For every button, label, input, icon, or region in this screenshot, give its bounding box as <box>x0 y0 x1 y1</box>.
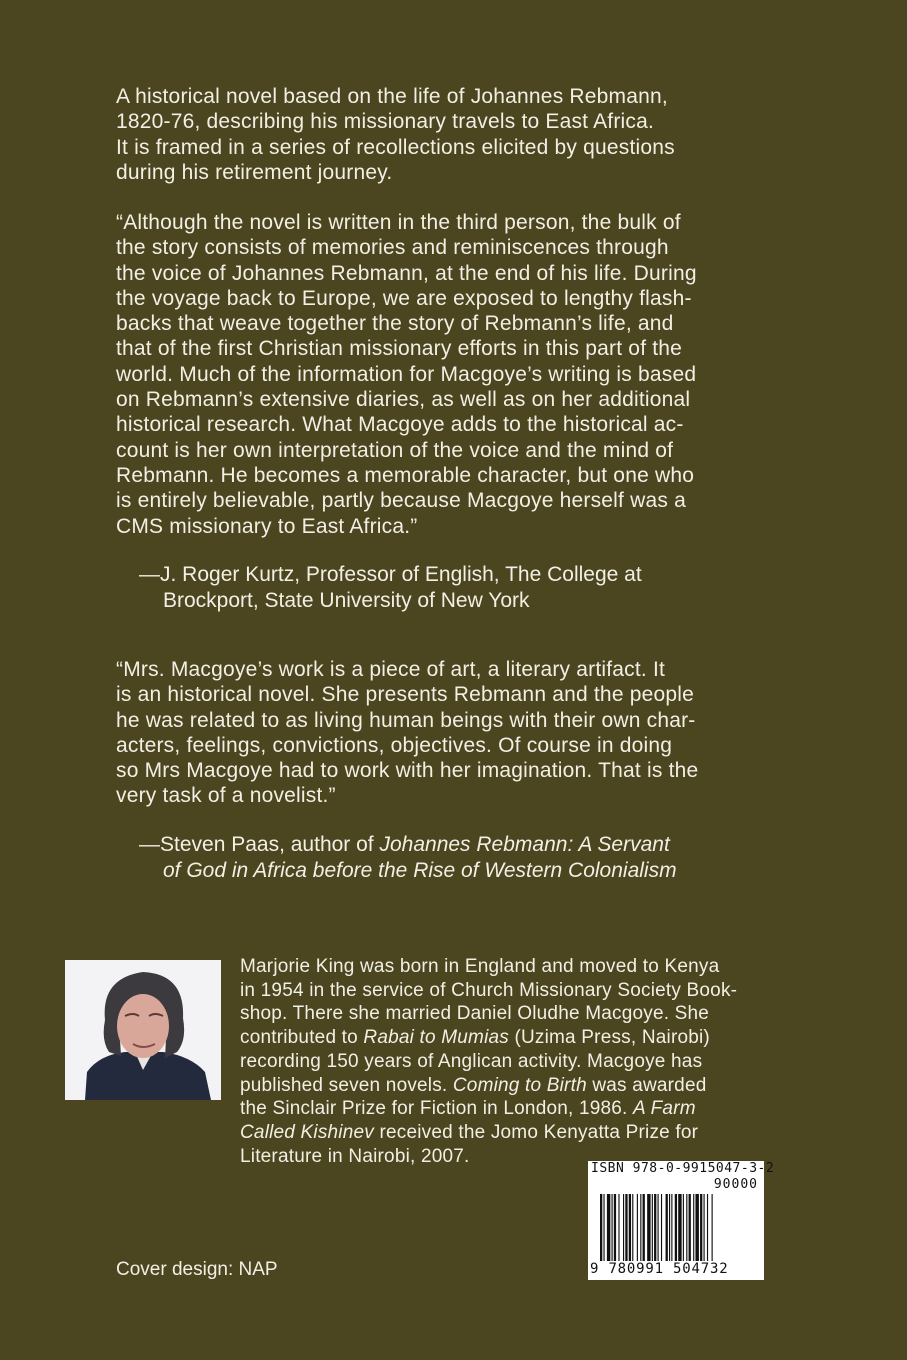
barcode-bar <box>614 1194 616 1264</box>
intro-line: It is framed in a series of recollections elicited by questions <box>116 135 675 159</box>
barcode-bar <box>707 1194 708 1264</box>
bio-text: received the Jomo Kenyatta Prize for <box>373 1121 699 1143</box>
barcode-bar <box>637 1194 638 1264</box>
quote-line: world. Much of the information for Macgoye’s writing is based <box>116 362 697 386</box>
author-portrait-image <box>65 960 221 1100</box>
barcode-bar <box>686 1194 687 1264</box>
barcode-bar <box>704 1194 705 1264</box>
bio-line: recording 150 years of Anglican activity. Macgoye has <box>240 1050 703 1072</box>
attribution-line: —J. Roger Kurtz, Professor of English, The College at <box>139 563 642 586</box>
barcode-bar <box>632 1194 633 1264</box>
bio-line: shop. There she married Daniel Oludhe Macgoye. She <box>240 1003 710 1025</box>
barcode-bar <box>625 1194 627 1264</box>
barcode-bar <box>600 1194 602 1264</box>
quote-line: that of the first Christian missionary efforts in this part of the <box>116 337 683 361</box>
book-title: Called Kishinev <box>240 1121 374 1143</box>
barcode-bar <box>658 1194 659 1264</box>
bio-line: in 1954 in the service of Church Missionary Society Book- <box>240 979 738 1001</box>
barcode-bar <box>693 1194 694 1264</box>
quote-line: so Mrs Macgoye had to work with her imagination. That is the <box>116 759 699 783</box>
attribution-kurtz <box>139 562 642 613</box>
intro-line: A historical novel based on the life of Johannes Rebmann, <box>116 85 668 108</box>
quote-line: count is her own interpretation of the voice and the mind of <box>116 438 674 462</box>
quote-line: “Mrs. Macgoye’s work is a piece of art, a literary artifact. It <box>116 658 666 681</box>
barcode-bar <box>647 1194 650 1264</box>
bio-text: the Sinclair Prize for Fiction in London, 1986. <box>240 1098 633 1120</box>
barcode-bar <box>603 1194 604 1264</box>
bio-line <box>240 1097 840 1121</box>
book-title: Johannes Rebmann: A Servant <box>379 833 670 856</box>
bio-text: published seven novels. <box>240 1074 453 1096</box>
quote-line: the voyage back to Europe, we are exposed to lengthy flash- <box>116 286 692 310</box>
isbn-label: ISBN 978-0-9915047-3-2 <box>591 1161 775 1176</box>
cover-credit: Cover design: NAP <box>116 1259 278 1280</box>
barcode-bar <box>671 1194 672 1264</box>
quote-line: backs that weave together the story of Rebmann’s life, and <box>116 312 674 336</box>
bio-line: Literature in Nairobi, 2007. <box>240 1145 470 1167</box>
barcode-bar <box>618 1194 619 1264</box>
quote-line: he was related to as living human beings with their own char- <box>116 708 696 732</box>
barcode-bar <box>661 1194 662 1264</box>
quote-line: on Rebmann’s extensive diaries, as well as on her additional <box>116 388 691 412</box>
barcode-bar <box>689 1194 691 1264</box>
barcode-bar <box>607 1194 610 1264</box>
isbn-barcode <box>588 1161 775 1280</box>
bio-text: was awarded <box>586 1074 707 1096</box>
barcode-bar <box>654 1194 656 1264</box>
barcode-bar <box>669 1194 670 1264</box>
attribution-line <box>139 858 677 884</box>
bio-line <box>240 1074 840 1098</box>
quote-kurtz <box>116 210 796 539</box>
ean-digits: 9 780991 504732 <box>590 1261 729 1277</box>
bio-text: (Uzima Press, Nairobi) <box>508 1027 710 1049</box>
price-code: 90000 <box>713 1177 758 1192</box>
quote-line: the voice of Johannes Rebmann, at the end of his life. During <box>116 261 697 285</box>
barcode-bar <box>695 1194 698 1264</box>
quote-line: acters, feelings, convictions, objectives. Of course in doing <box>116 733 673 757</box>
quote-line: very task of a novelist.” <box>116 784 336 808</box>
barcode-bar <box>612 1194 613 1264</box>
book-title: Rabai to Mumias <box>363 1027 509 1049</box>
book-title: Coming to Birth <box>452 1074 587 1096</box>
bio-line <box>240 1026 840 1050</box>
attribution-line <box>139 832 677 858</box>
quote-paas <box>116 657 796 809</box>
book-title: A Farm <box>632 1098 696 1120</box>
barcode-bar <box>623 1194 624 1264</box>
barcode-bar <box>700 1194 702 1264</box>
barcode-bar <box>640 1194 641 1264</box>
attribution-paas <box>139 832 677 883</box>
author-bio <box>240 955 840 1168</box>
bio-line <box>240 1121 840 1145</box>
quote-line: historical research. What Macgoye adds to the historical ac- <box>116 413 684 437</box>
barcode-bar <box>666 1194 668 1264</box>
bio-text: contributed to <box>240 1027 364 1049</box>
quote-line: CMS missionary to East Africa.” <box>116 514 418 538</box>
quote-line: the story consists of memories and reminiscences through <box>116 236 669 260</box>
quote-line: is an historical novel. She presents Rebmann and the people <box>116 683 694 707</box>
intro-line: during his retirement journey. <box>116 160 393 184</box>
bio-line: Marjorie King was born in England and moved to Kenya <box>240 956 720 977</box>
barcode-bar <box>675 1194 677 1264</box>
quote-line: “Although the novel is written in the third person, the bulk of <box>116 211 681 234</box>
author-photo <box>65 960 221 1100</box>
barcode-bar <box>678 1194 681 1264</box>
book-title: of God in Africa before the Rise of Western Colonialism <box>163 858 677 882</box>
barcode-bar <box>629 1194 631 1264</box>
quote-line: Rebmann. He becomes a memorable character, but one who <box>116 463 695 487</box>
intro-paragraph <box>116 84 796 185</box>
intro-line: 1820-76, describing his missionary travels to East Africa. <box>116 110 655 134</box>
barcode-bar <box>683 1194 684 1264</box>
barcode-bar <box>643 1194 645 1264</box>
attribution-prefix: —Steven Paas, author of <box>139 833 380 856</box>
barcode-bar <box>712 1194 713 1264</box>
barcode-bar <box>652 1194 653 1264</box>
attribution-line: Brockport, State University of New York <box>163 588 530 612</box>
quote-line: is entirely believable, partly because Macgoye herself was a <box>116 489 686 513</box>
